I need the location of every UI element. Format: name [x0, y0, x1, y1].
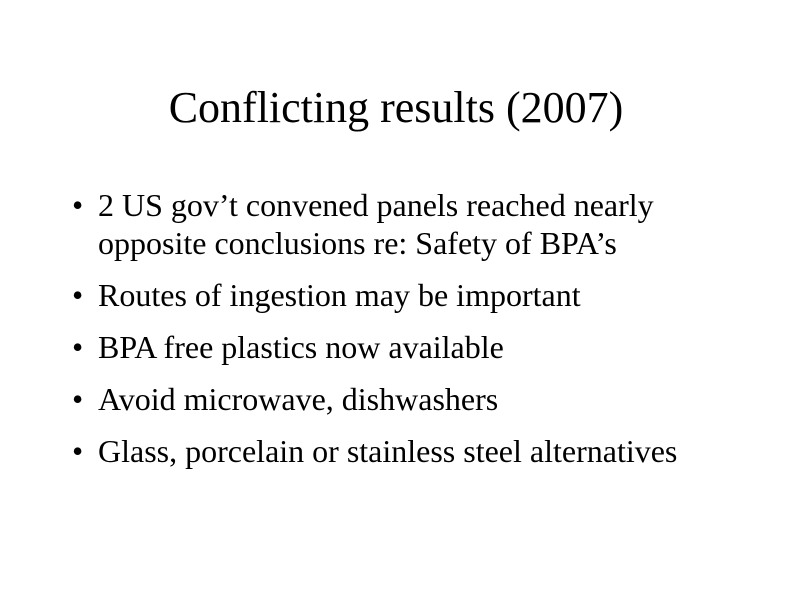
bullet-item	[72, 328, 752, 366]
bullet-text: Avoid microwave, dishwashers	[98, 381, 499, 417]
bullet-text: Routes of ingestion may be important	[98, 277, 581, 313]
bullet-text: 2 US gov’t convened panels reached nearly opposite conclusions re: Safety of BPA’s	[98, 187, 654, 261]
bullet-item	[72, 276, 752, 314]
bullet-marker: •	[72, 187, 84, 223]
bullet-marker: •	[72, 433, 84, 469]
bullet-marker: •	[72, 277, 84, 313]
bullet-text: Glass, porcelain or stainless steel alternatives	[98, 433, 678, 469]
bullet-item	[72, 380, 752, 418]
bullet-marker: •	[72, 381, 84, 417]
bullet-list	[72, 186, 752, 484]
bullet-item	[72, 432, 752, 470]
bullet-marker: •	[72, 329, 84, 365]
bullet-text: BPA free plastics now available	[98, 329, 504, 365]
slide-title: Conflicting results (2007)	[168, 83, 624, 132]
bullet-item	[72, 186, 752, 262]
